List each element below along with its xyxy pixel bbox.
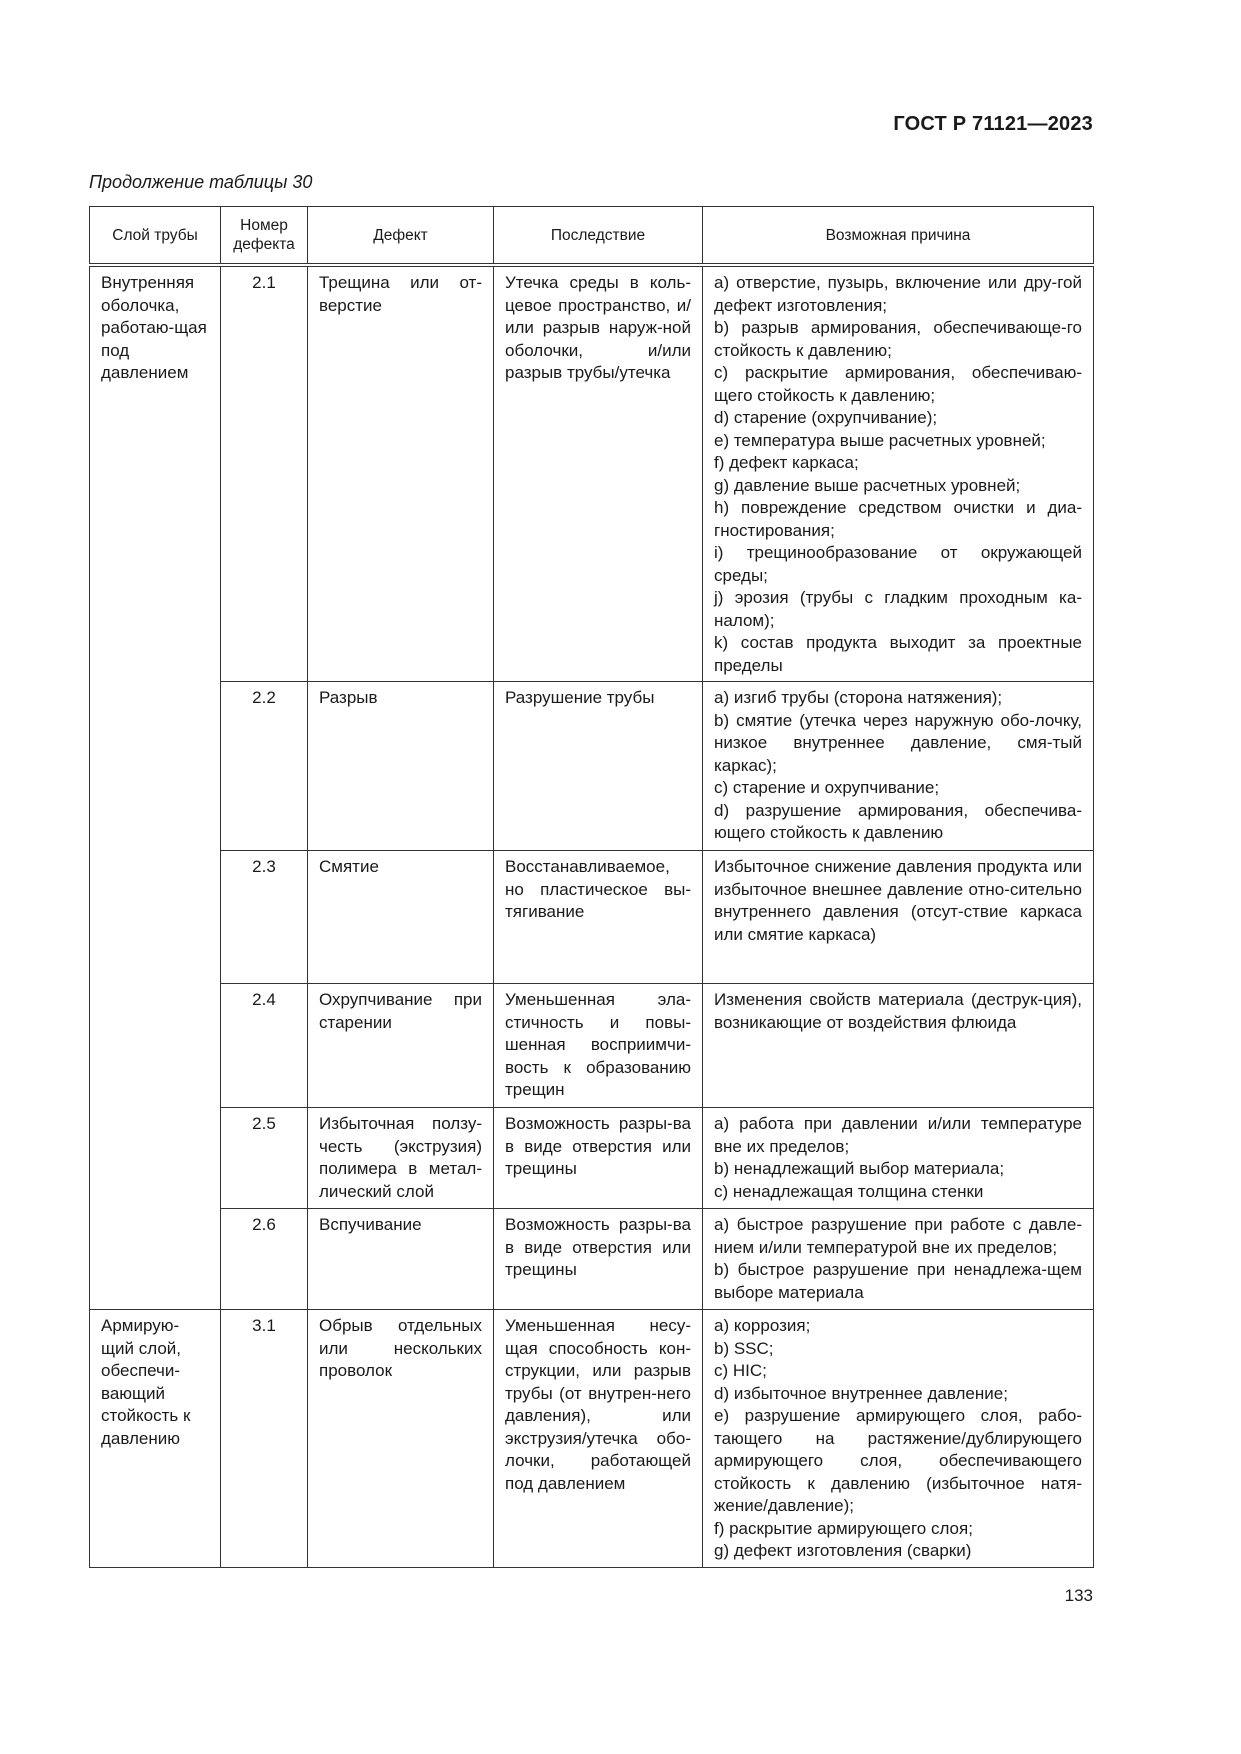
cause-item: a) быстрое разрушение при работе с давле-нием и/или температурой вне их пределов;	[714, 1215, 1082, 1257]
defect-cell: Избыточная ползу-честь (экструзия) полимера в метал-лический слой	[308, 1108, 494, 1209]
cause-item: j) эрозия (трубы с гладким проходным ка-налом);	[714, 588, 1082, 630]
cause-item: e) разрушение армирующего слоя, рабо-тающего на растяжение/дублирующего армирующего слоя, обеспечивающего стойкость к давлению (избыточное натя-жение/давление);	[714, 1406, 1082, 1515]
table-row	[90, 265, 1094, 682]
cause-cell	[703, 1310, 1094, 1568]
cause-item: b) быстрое разрушение при ненадлежа-щем выборе материала	[714, 1260, 1082, 1302]
consequence-cell: Уменьшенная несу-щая способность кон-струкции, или разрыв трубы (от внутрен-него давления), или экструзия/утечка обо-лочки, работающей под давлением	[494, 1310, 703, 1568]
defect-number-cell: 2.1	[221, 265, 308, 682]
defect-cell: Смятие	[308, 851, 494, 984]
column-header-defect: Дефект	[308, 207, 494, 266]
cause-item: c) ненадлежащая толщина стенки	[714, 1181, 984, 1201]
cause-item: Избыточное снижение давления продукта или избыточное внешнее давление отно-сительно внутреннего давления (отсут-ствие каркаса или смятие каркаса)	[714, 857, 1082, 944]
table-row	[90, 984, 1094, 1108]
page-number: 133	[1064, 1586, 1093, 1605]
defect-number-cell: 2.2	[221, 682, 308, 851]
defect-number-cell: 2.5	[221, 1108, 308, 1209]
consequence-cell: Утечка среды в коль-цевое пространство, и/или разрыв наруж-ной оболочки, и/или разрыв трубы/утечка	[494, 265, 703, 682]
cause-item: d) избыточное внутреннее давление;	[714, 1383, 1008, 1403]
defect-cell: Трещина или от-верстие	[308, 265, 494, 682]
cause-cell	[703, 1108, 1094, 1209]
consequence-cell: Восстанавливаемое, но пластическое вы-тягивание	[494, 851, 703, 984]
defect-number-cell: 3.1	[221, 1310, 308, 1568]
cause-item: i) трещинообразование от окружающей среды;	[714, 543, 1082, 585]
cause-item: d) старение (охрупчивание);	[714, 408, 938, 427]
table-row	[90, 1310, 1094, 1568]
defect-cell: Вспучивание	[308, 1209, 494, 1310]
cause-item: c) раскрытие армирования, обеспечиваю-щего стойкость к давлению;	[714, 363, 1082, 405]
table-row	[90, 1209, 1094, 1310]
document-code: ГОСТ Р 71121—2023	[893, 113, 1093, 135]
cause-item: a) изгиб трубы (сторона натяжения);	[714, 688, 1003, 707]
defect-cell: Охрупчивание при старении	[308, 984, 494, 1108]
column-header-consequence: Последствие	[494, 207, 703, 266]
cause-item: a) работа при давлении и/или температуре вне их пределов;	[714, 1114, 1082, 1156]
cause-item: b) разрыв армирования, обеспечивающе-го стойкость к давлению;	[714, 318, 1082, 360]
layer-cell: Армирую-щий слой, обеспечи-вающий стойкость к давлению	[90, 1310, 221, 1568]
cause-item: a) коррозия;	[714, 1316, 811, 1335]
cause-cell	[703, 1209, 1094, 1310]
cause-item: d) разрушение армирования, обеспечива-ющего стойкость к давлению	[714, 800, 1082, 842]
cause-cell	[703, 984, 1094, 1108]
layer-cell: Внутренняя оболочка, работаю-щая под давлением	[90, 265, 221, 1310]
defect-number-cell: 2.3	[221, 851, 308, 984]
cause-item: k) состав продукта выходит за проектные пределы	[714, 633, 1082, 675]
consequence-cell: Разрушение трубы	[494, 682, 703, 851]
cause-item: b) ненадлежащий выбор материала;	[714, 1159, 1005, 1178]
cause-item: a) отверстие, пузырь, включение или дру-гой дефект изготовления;	[714, 273, 1082, 315]
table-header-row	[90, 207, 1094, 266]
table-caption: Продолжение таблицы 30	[89, 172, 313, 192]
table-row	[90, 851, 1094, 984]
cause-item: f) раскрытие армирующего слоя;	[714, 1518, 973, 1538]
defect-cell: Обрыв отдельных или нескольких проволок	[308, 1310, 494, 1568]
cause-item: g) дефект изготовления (сварки)	[714, 1541, 972, 1560]
column-header-defect-number: Номер дефекта	[221, 207, 308, 266]
defect-number-cell: 2.4	[221, 984, 308, 1108]
cause-item: c) HIC;	[714, 1361, 767, 1380]
column-header-layer: Слой трубы	[90, 207, 221, 266]
consequence-cell: Возможность разры-ва в виде отверстия или трещины	[494, 1108, 703, 1209]
table-row	[90, 1108, 1094, 1209]
defect-number-cell: 2.6	[221, 1209, 308, 1310]
cause-item: e) температура выше расчетных уровней;	[714, 430, 1046, 450]
cause-cell	[703, 682, 1094, 851]
defects-table	[89, 206, 1094, 1568]
cause-item: b) смятие (утечка через наружную обо-лочку, низкое внутреннее давление, смя-тый каркас);	[714, 710, 1082, 775]
table-row	[90, 682, 1094, 851]
cause-cell	[703, 265, 1094, 682]
cause-item: h) повреждение средством очистки и диа-гностирования;	[714, 498, 1082, 540]
consequence-cell: Уменьшенная эла-стичность и повы-шенная восприимчи-вость к образованию трещин	[494, 984, 703, 1108]
consequence-cell: Возможность разры-ва в виде отверстия или трещины	[494, 1209, 703, 1310]
cause-item: f) дефект каркаса;	[714, 453, 859, 472]
cause-item: c) старение и охрупчивание;	[714, 778, 940, 797]
cause-item: g) давление выше расчетных уровней;	[714, 475, 1021, 495]
cause-item: Изменения свойств материала (деструк-ция), возникающие от воздействия флюида	[714, 990, 1082, 1032]
column-header-cause: Возможная причина	[703, 207, 1094, 266]
cause-item: b) SSC;	[714, 1338, 774, 1358]
defect-cell: Разрыв	[308, 682, 494, 851]
cause-cell	[703, 851, 1094, 984]
